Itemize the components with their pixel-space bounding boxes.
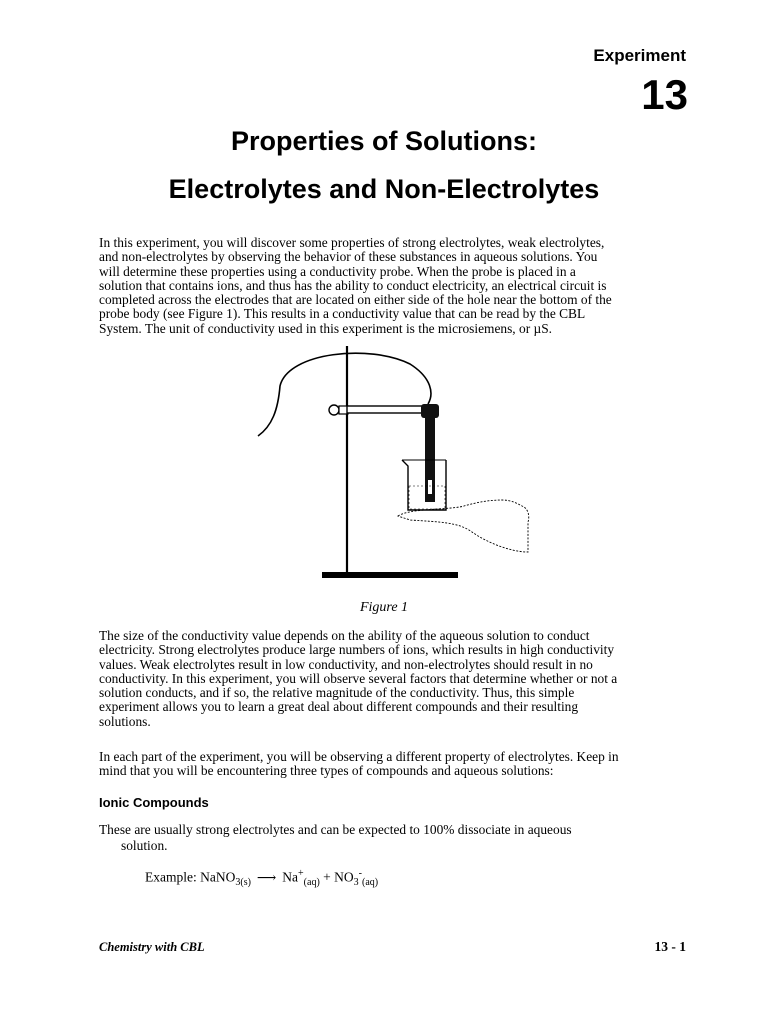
beaker — [402, 460, 446, 510]
clamp-head — [421, 404, 439, 418]
text-line: In each part of the experiment, you will be observing a different property of electrolytes. Keep in — [99, 749, 619, 764]
footer-book-title: Chemistry with CBL — [99, 940, 205, 954]
equation-product-2: NO — [334, 869, 354, 885]
text-line: System. The unit of conductivity used in this experiment is the microsiemens, or µS. — [99, 320, 553, 336]
body-paragraph-2 — [99, 750, 689, 779]
equation-reactant: Example: NaNO — [145, 869, 236, 885]
text-line: solutions. — [99, 713, 151, 729]
text-line: The size of the conductivity value depends on the ability of the aqueous solution to conduct — [99, 628, 590, 643]
figure-caption: Figure 1 — [359, 600, 409, 615]
section-text-line1: These are usually strong electrolytes and can be expected to 100% dissociate in aqueous — [99, 822, 572, 837]
text-line: completed across the electrodes that are located on either side of the hole near the bottom of the — [99, 292, 612, 308]
experiment-number: 13 — [641, 71, 688, 118]
text-line: and non-electrolytes by observing the behavior of these substances in aqueous solutions. You — [99, 249, 598, 265]
text-line: electricity. Strong electrolytes produce large numbers of ions, which results in high conductivity — [99, 642, 615, 658]
section-text-line2: solution. — [121, 838, 168, 853]
text-line: probe body (see Figure 1). This results in a conductivity value that can be read by the CBL — [99, 306, 586, 322]
text-line: conductivity. In this experiment, you will observe several factors that determine whether or not a — [99, 670, 618, 686]
equation-product-1: Na — [282, 869, 299, 885]
experiment-label: Experiment — [593, 46, 686, 65]
hand-outline — [398, 500, 529, 552]
text-line: solution conducts, and if so, the relative magnitude of the conductivity. Thus, this simple — [99, 685, 575, 701]
probe-cable — [258, 353, 431, 436]
reaction-arrow: ⟶ — [256, 869, 277, 885]
stand-base — [322, 572, 458, 578]
footer-page-number: 13 - 1 — [654, 939, 686, 954]
text-line: experiment allows you to learn a great deal about different compounds and their resulting — [99, 699, 579, 715]
chemical-equation: Example: NaNO$_{3(s)}$ ⟶ $Na^+_{(aq)} + NO_3^-_{(aq)}$ — [145, 868, 379, 889]
page-title-line1: Properties of Solutions: — [230, 126, 538, 156]
conductivity-probe-illustration — [250, 340, 550, 590]
text-line: solution that contains ions, and thus has the ability to conduct electricity, an electrical circuit is — [99, 277, 607, 293]
text-line: will determine these properties using a conductivity probe. When the probe is placed in a — [99, 263, 576, 279]
text-line: In this experiment, you will discover some properties of strong electrolytes, weak electrolytes, — [99, 235, 605, 250]
clamp-arm — [347, 406, 423, 413]
text-line: mind that you will be encountering three types of compounds and aqueous solutions: — [99, 763, 554, 779]
section-heading: Ionic Compounds — [99, 795, 209, 810]
body-paragraph-1 — [99, 629, 689, 729]
page-title-line2: Electrolytes and Non-Electrolytes — [168, 174, 600, 204]
clamp-knob — [329, 405, 339, 415]
intro-paragraph — [99, 236, 689, 336]
text-line: values. Weak electrolytes result in low conductivity, and non-electrolytes should result in no — [99, 656, 593, 672]
